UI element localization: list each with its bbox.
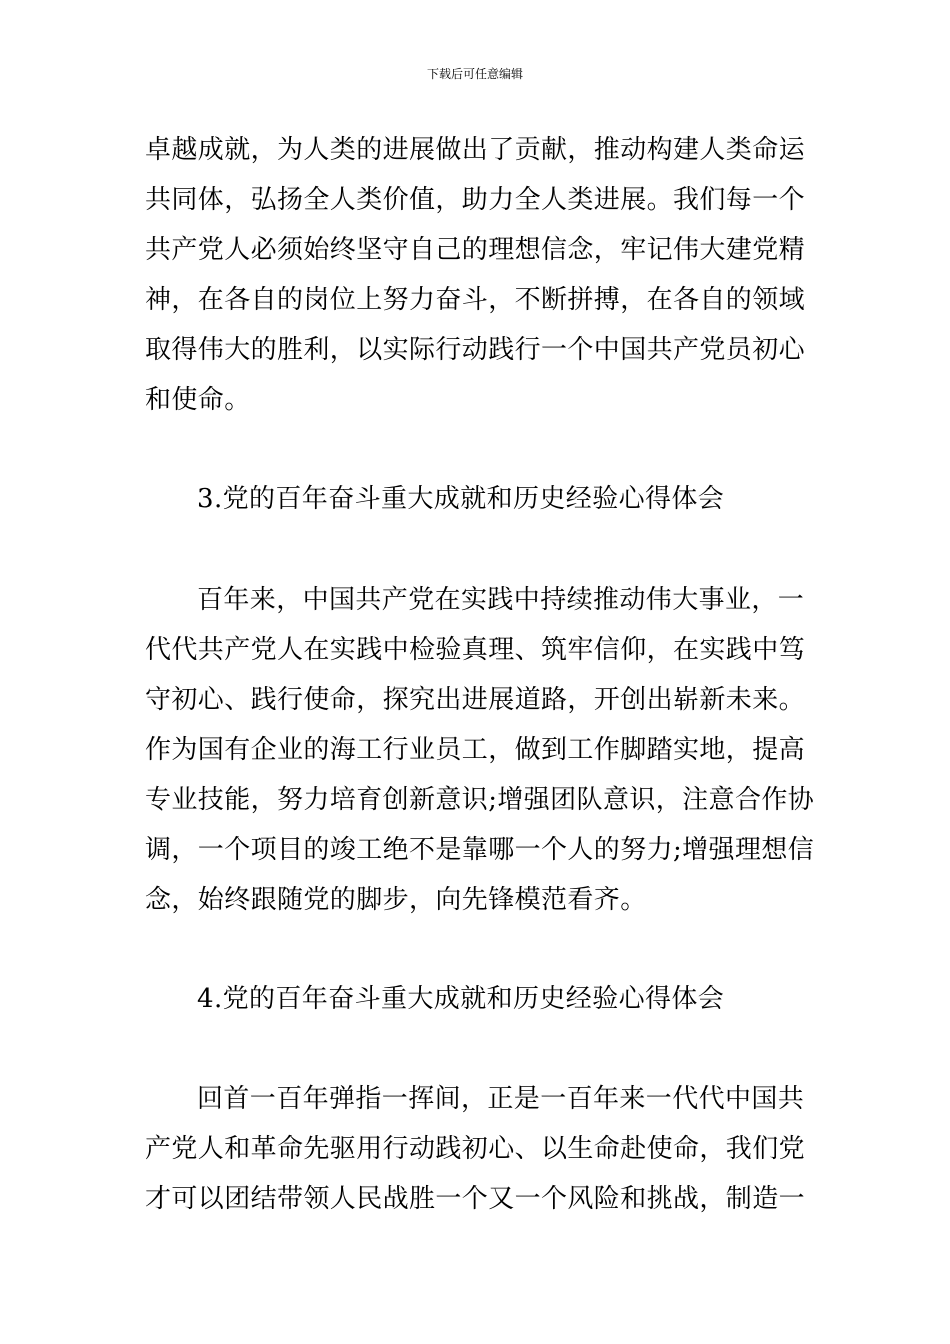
text-line: 作为国有企业的海工行业员工，做到工作脚踏实地，提高 bbox=[145, 735, 806, 765]
text-line: 取得伟大的胜利，以实际行动践行一个中国共产党员初心 bbox=[145, 335, 806, 365]
text-line: 共产党人必须始终坚守自己的理想信念，牢记伟大建党精 bbox=[145, 235, 806, 265]
text-line: 念，始终跟随党的脚步，向先锋模范看齐。 bbox=[145, 885, 647, 915]
page-header: 下载后可任意编辑 bbox=[426, 67, 523, 81]
text-line: 守初心、践行使命，探究出进展道路，开创出崭新未来。 bbox=[145, 685, 806, 715]
text-line: 回首一百年弹指一挥间，正是一百年来一代代中国共 bbox=[197, 1084, 805, 1114]
text-line: 共同体，弘扬全人类价值，助力全人类进展。我们每一个 bbox=[145, 185, 806, 215]
text-line: 神，在各自的岗位上努力奋斗，不断拼搏，在各自的领域 bbox=[145, 285, 806, 315]
text-line: 才可以团结带领人民战胜一个又一个风险和挑战，制造一 bbox=[145, 1184, 806, 1214]
text-line: 卓越成就，为人类的进展做出了贡献，推动构建人类命运 bbox=[145, 135, 806, 165]
text-line: 产党人和革命先驱用行动践初心、以生命赴使命，我们党 bbox=[145, 1134, 806, 1164]
section-heading-4: 4.党的百年奋斗重大成就和历史经验心得体会 bbox=[197, 984, 725, 1014]
section-heading-3: 3.党的百年奋斗重大成就和历史经验心得体会 bbox=[197, 484, 725, 514]
text-line: 代代共产党人在实践中检验真理、筑牢信仰，在实践中笃 bbox=[145, 635, 806, 665]
text-line: 和使命。 bbox=[145, 385, 251, 415]
text-line: 专业技能，努力培育创新意识;增强团队意识，注意合作协 bbox=[145, 785, 815, 815]
text-line: 百年来，中国共产党在实践中持续推动伟大事业，一 bbox=[197, 585, 805, 615]
text-line: 调，一个项目的竣工绝不是靠哪一个人的努力;增强理想信 bbox=[145, 835, 815, 865]
